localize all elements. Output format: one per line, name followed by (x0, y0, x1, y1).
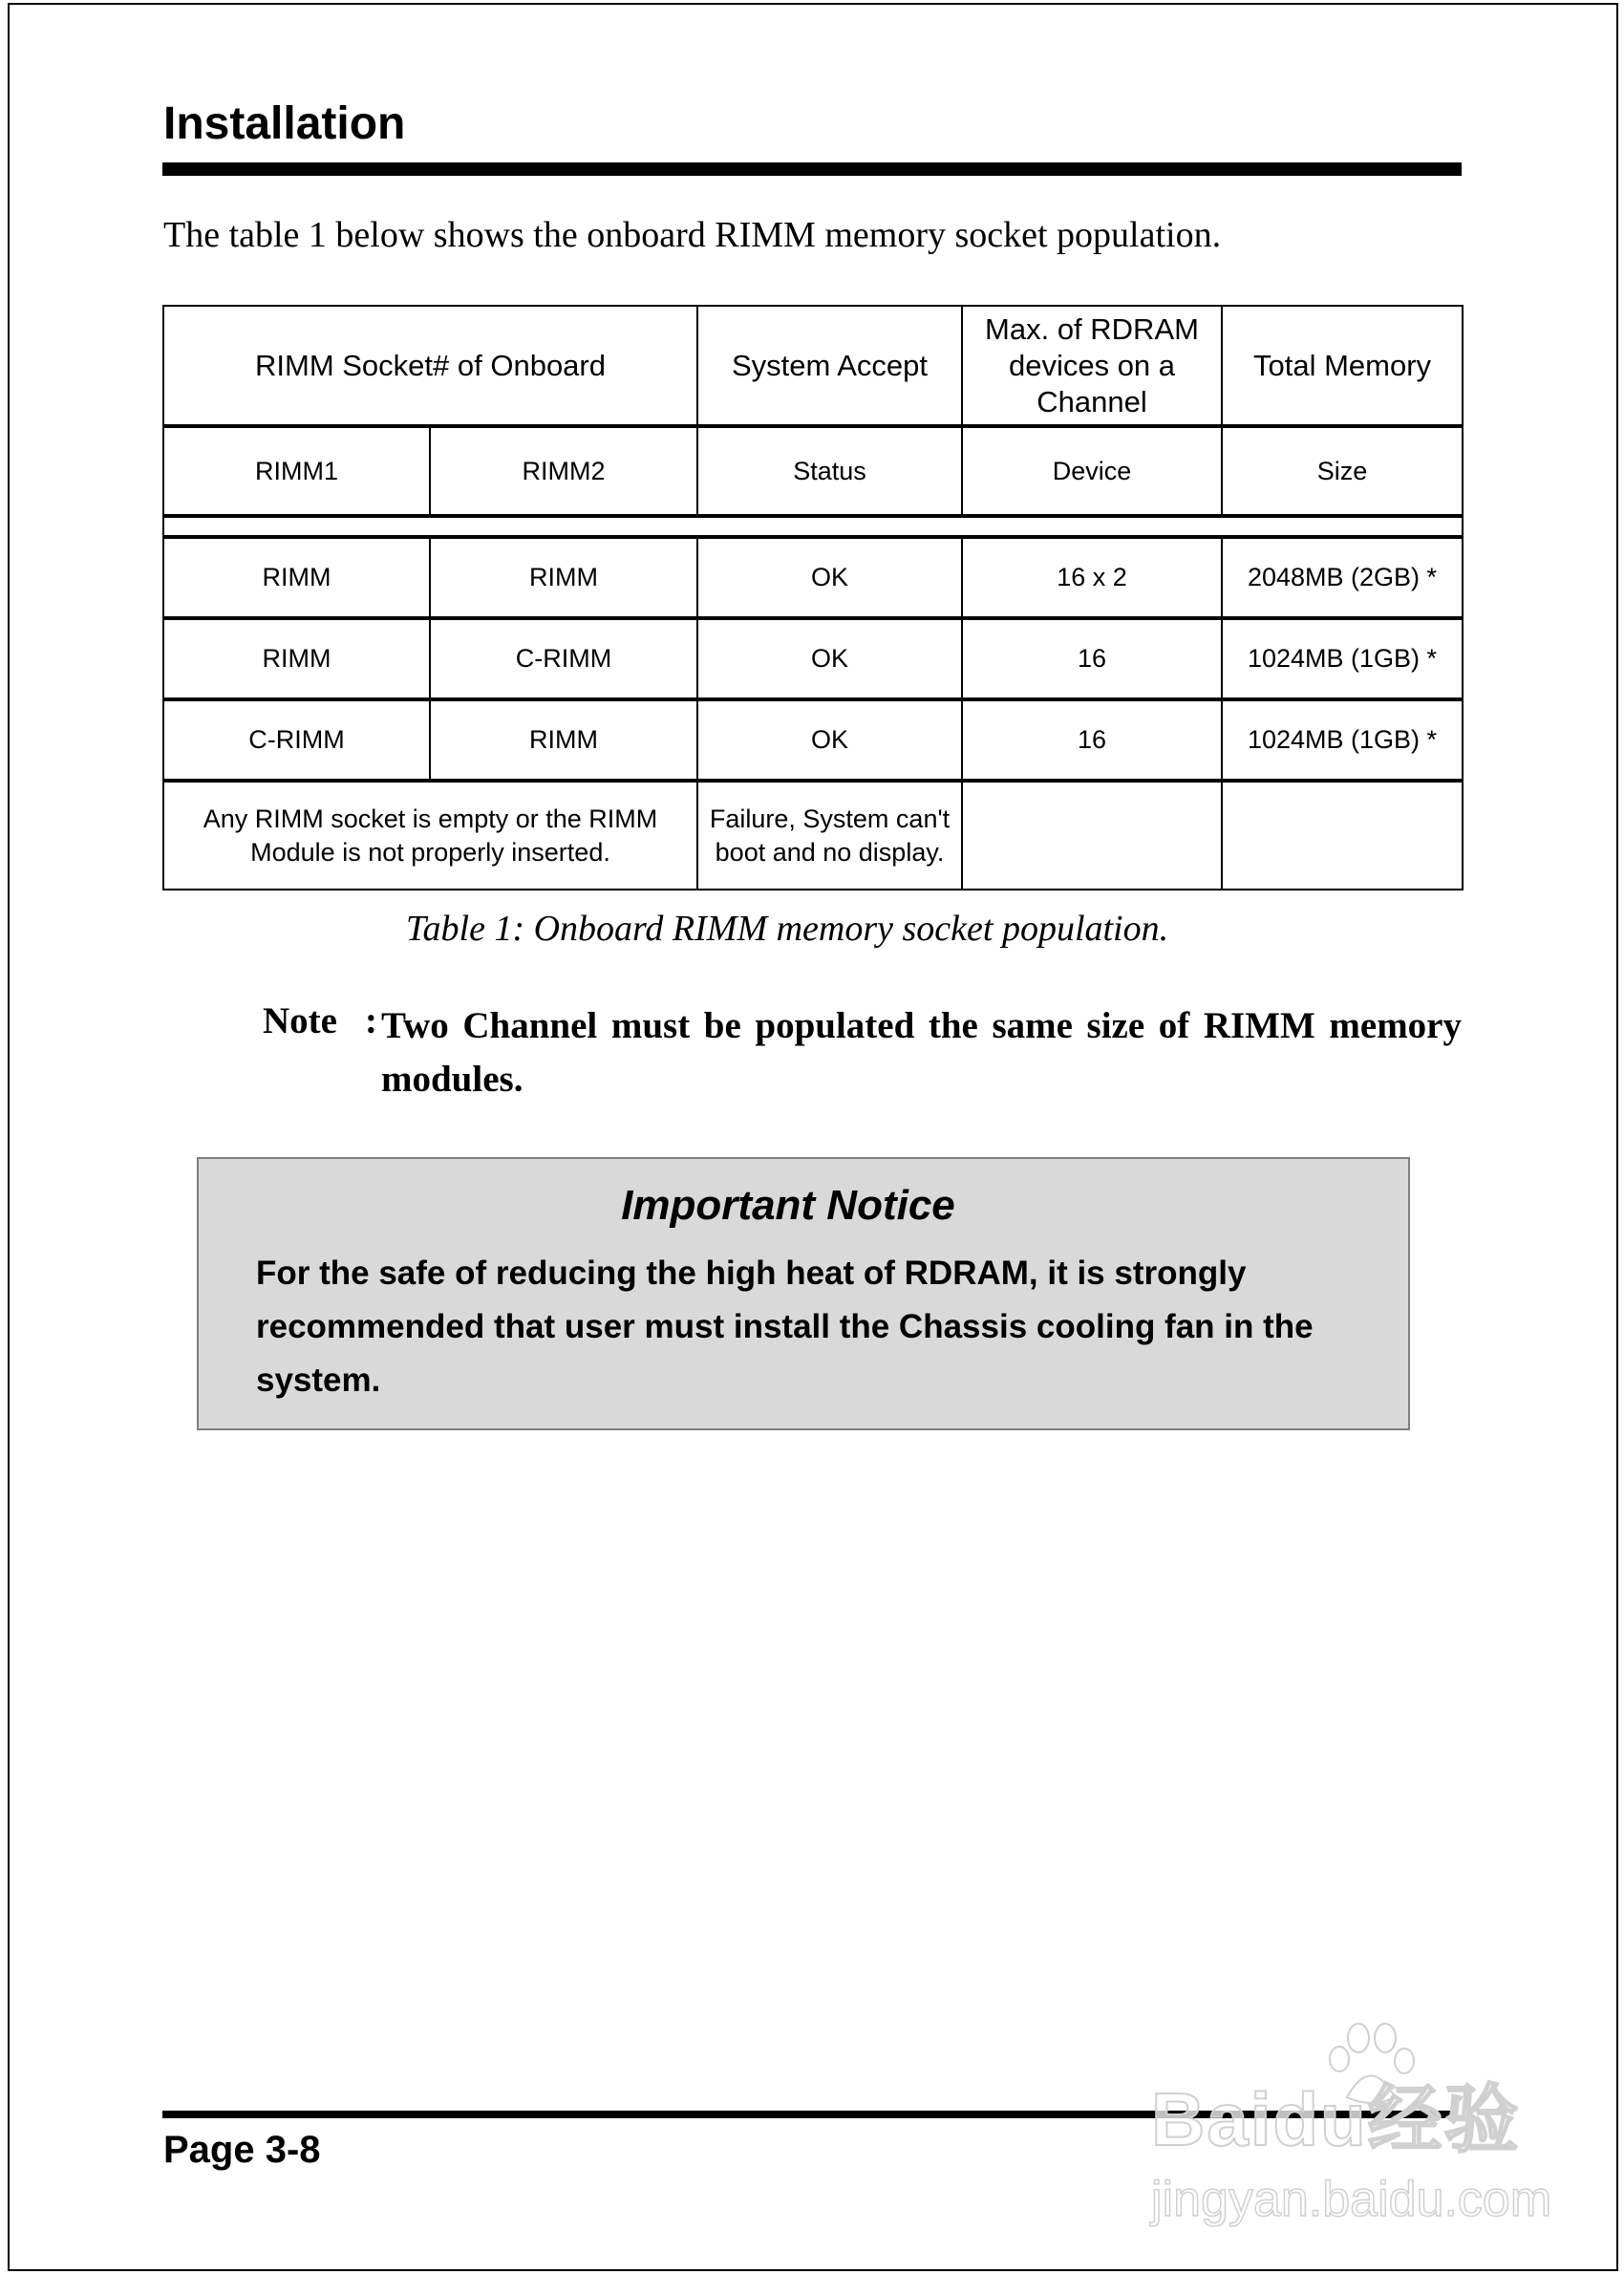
notice-body: For the safe of reducing the high heat of RDRAM, it is strongly recommended that user must install the Chassis cooling fan in the system. (256, 1255, 1314, 1399)
spacer-cell (163, 516, 1463, 537)
note-label: Note (263, 1000, 337, 1041)
table-failure-row (163, 781, 1463, 890)
note-colon: : (365, 1000, 377, 1041)
table-cell: RIMM (430, 537, 697, 618)
notice-title: Important Notice (621, 1182, 955, 1229)
subheader-cell: Device (962, 426, 1222, 516)
table-cell: 16 (962, 618, 1222, 699)
table-caption (0, 908, 1624, 950)
watermark-url: jingyan.baidu.com (1151, 2172, 1552, 2227)
table-cell: C-RIMM (163, 699, 430, 781)
table-cell: RIMM (163, 618, 430, 699)
page-number: Page 3-8 (163, 2129, 321, 2171)
note-text: Two Channel must be populated the same size of RIMM memory modules. (381, 1005, 1462, 1100)
subheader-cell: Size (1222, 426, 1463, 516)
header-cell: RIMM Socket# of Onboard (163, 306, 697, 426)
table-cell: 2048MB (2GB) * (1222, 537, 1463, 618)
empty-cell (1222, 781, 1463, 890)
table-cell: 16 (962, 699, 1222, 781)
table-cell: 16 x 2 (962, 537, 1222, 618)
table-spacer-row (163, 516, 1463, 537)
table-cell: C-RIMM (430, 618, 697, 699)
intro-paragraph: The table 1 below shows the onboard RIMM memory socket population. (163, 215, 1222, 255)
table-cell: OK (697, 537, 962, 618)
table-row (163, 699, 1463, 781)
table-cell: RIMM (163, 537, 430, 618)
failure-condition-cell: Any RIMM socket is empty or the RIMM Module is not properly inserted. (163, 781, 697, 890)
table-header-row (163, 306, 1463, 426)
table-cell: OK (697, 699, 962, 781)
subheader-cell: RIMM1 (163, 426, 430, 516)
table-cell: OK (697, 618, 962, 699)
header-cell: System Accept (697, 306, 962, 426)
header-rule (162, 162, 1462, 176)
important-notice-box (197, 1157, 1410, 1430)
failure-status-cell: Failure, System can't boot and no display. (697, 781, 962, 890)
header-cell: Total Memory (1222, 306, 1463, 426)
table-cell: 1024MB (1GB) * (1222, 699, 1463, 781)
empty-cell (962, 781, 1222, 890)
table-row (163, 618, 1463, 699)
watermark-brand: Baidu经验 (1151, 2077, 1521, 2161)
rimm-population-table (162, 305, 1464, 890)
table-subheader-row (163, 426, 1463, 516)
table-cell: RIMM (430, 699, 697, 781)
subheader-cell: Status (697, 426, 962, 516)
subheader-cell: RIMM2 (430, 426, 697, 516)
section-heading: Installation (163, 98, 406, 149)
table-row (163, 537, 1463, 618)
table-caption-text: Table 1: Onboard RIMM memory socket population. (405, 909, 1169, 949)
baidu-watermark (1151, 2021, 1552, 2250)
table-cell: 1024MB (1GB) * (1222, 618, 1463, 699)
header-cell: Max. of RDRAM devices on a Channel (962, 306, 1222, 426)
